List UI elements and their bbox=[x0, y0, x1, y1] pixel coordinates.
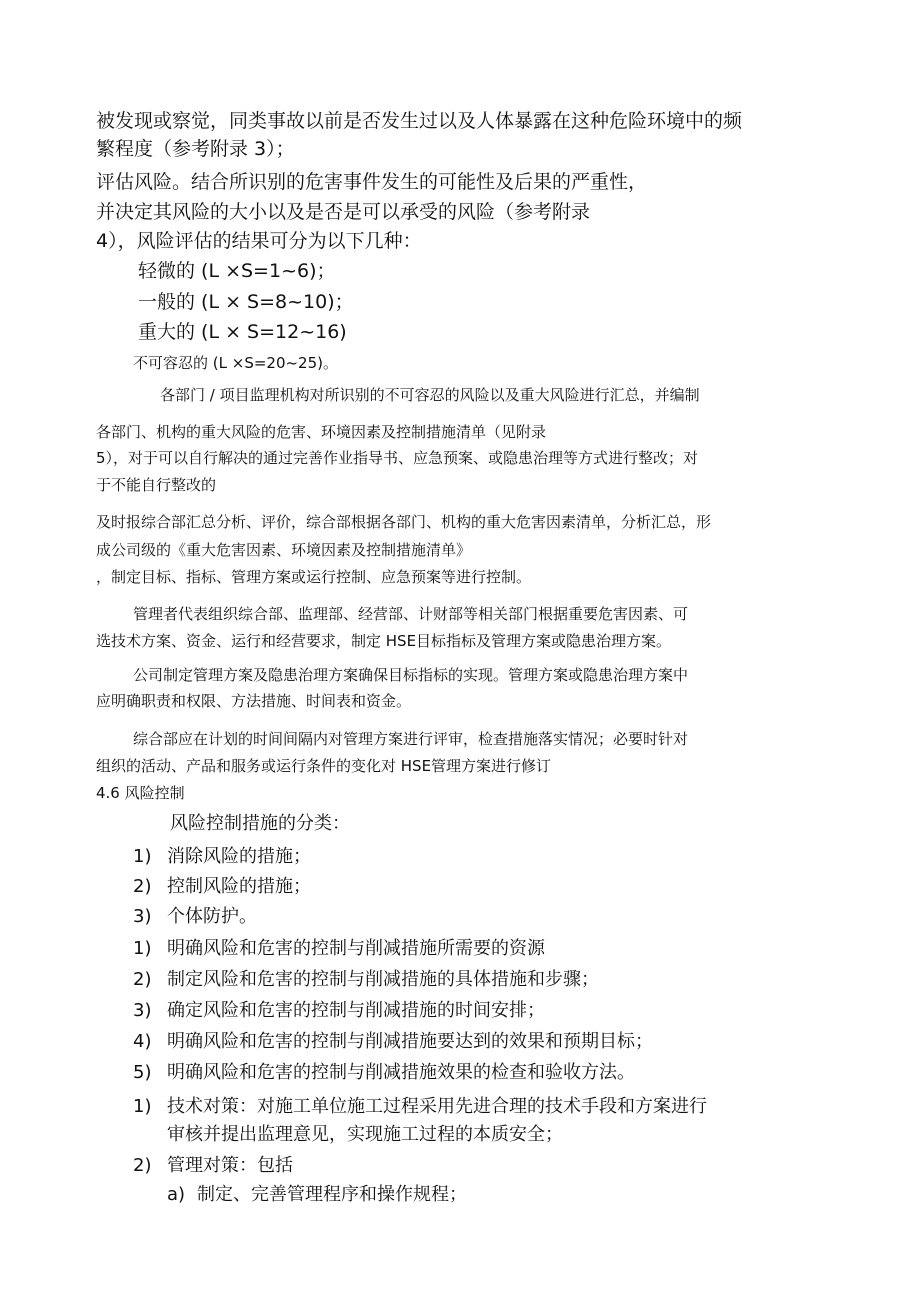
list-text: 明确风险和危害的控制与削减措施要达到的效果和预期目标； bbox=[167, 1031, 653, 1052]
list-item bbox=[133, 1002, 545, 1020]
para-line: 繁程度（参考附录 3）； bbox=[96, 138, 295, 160]
risk-level-major: 重大的 (L × S=12~16) bbox=[138, 321, 347, 343]
para-line: 组织的活动、产品和服务或运行条件的变化对 HSE管理方案进行修订 bbox=[96, 757, 552, 775]
sub-list-text: 制定、完善管理程序和操作规程； bbox=[197, 1184, 467, 1205]
para-line: 4），风险评估的结果可分为以下几种： bbox=[96, 230, 422, 252]
list-text: 个体防护。 bbox=[167, 906, 257, 927]
risk-level-minor: 轻微的 (L ×S=1~6)； bbox=[138, 260, 336, 282]
sub-list-item bbox=[167, 1186, 467, 1204]
para-line: 各部门 / 项目监理机构对所识别的不可容忍的风险以及重大风险进行汇总，并编制 bbox=[160, 386, 700, 404]
list-item bbox=[133, 940, 545, 958]
list-intro: 风险控制措施的分类： bbox=[170, 813, 350, 834]
section-heading: 4.6 风险控制 bbox=[96, 784, 185, 802]
list-number: 1) bbox=[133, 846, 152, 867]
list-text: 明确风险和危害的控制与削减措施所需要的资源 bbox=[167, 938, 545, 959]
para-line: 应明确职责和权限、方法措施、时间表和资金。 bbox=[96, 692, 412, 710]
list-item bbox=[133, 908, 257, 926]
list-item-continuation: 审核并提出监理意见，实现施工过程的本质安全； bbox=[167, 1124, 563, 1145]
list-number: 2) bbox=[133, 969, 152, 990]
para-line: 公司制定管理方案及隐患治理方案确保目标指标的实现。管理方案或隐患治理方案中 bbox=[133, 666, 689, 684]
list-item bbox=[133, 848, 311, 866]
para-line: 及时报综合部汇总分析、评价，综合部根据各部门、机构的重大危害因素清单，分析汇总，形 bbox=[96, 513, 712, 531]
para-line: 被发现或察觉，同类事故以前是否发生过以及人体暴露在这种危险环境中的频 bbox=[96, 110, 743, 132]
list-number: 3) bbox=[133, 906, 152, 927]
list-item bbox=[133, 971, 599, 989]
list-text: 制定风险和危害的控制与削减措施的具体措施和步骤； bbox=[167, 969, 599, 990]
para-line: 管理者代表组织综合部、监理部、经营部、计财部等相关部门根据重要危害因素、可 bbox=[133, 605, 689, 623]
list-text: 确定风险和危害的控制与削减措施的时间安排； bbox=[167, 1000, 545, 1021]
list-text: 管理对策：包括 bbox=[167, 1155, 293, 1176]
para-line: ，制定目标、指标、管理方案或运行控制、应急预案等进行控制。 bbox=[96, 568, 532, 586]
risk-level-intolerable: 不可容忍的 (L ×S=20~25)。 bbox=[133, 354, 338, 372]
para-line: 并决定其风险的大小以及是否是可以承受的风险（参考附录 bbox=[96, 201, 591, 223]
risk-level-general: 一般的 (L × S=8~10)； bbox=[138, 291, 354, 313]
para-line: 各部门、机构的重大风险的危害、环境因素及控制措施清单（见附录 bbox=[96, 423, 547, 441]
list-number: 3) bbox=[133, 1000, 152, 1021]
list-number: 1) bbox=[133, 1096, 152, 1117]
list-number: 1) bbox=[133, 938, 152, 959]
list-text: 技术对策：对施工单位施工过程采用先进合理的技术手段和方案进行 bbox=[167, 1096, 707, 1117]
para-line: 综合部应在计划的时间间隔内对管理方案进行评审，检查措施落实情况；必要时针对 bbox=[133, 730, 689, 748]
list-number: 5) bbox=[133, 1062, 152, 1083]
list-text: 消除风险的措施； bbox=[167, 846, 311, 867]
list-number: 4) bbox=[133, 1031, 152, 1052]
para-line: 5），对于可以自行解决的通过完善作业指导书、应急预案、或隐患治理等方式进行整改；对 bbox=[96, 449, 699, 467]
list-text: 明确风险和危害的控制与削减措施效果的检查和验收方法。 bbox=[167, 1062, 635, 1083]
list-item bbox=[133, 1098, 707, 1116]
para-line: 成公司级的《重大危害因素、环境因素及控制措施清单》 bbox=[96, 541, 472, 559]
sub-list-letter: a) bbox=[167, 1184, 186, 1205]
list-text: 控制风险的措施； bbox=[167, 876, 311, 897]
para-line: 选技术方案、资金、运行和经营要求，制定 HSE目标指标及管理方案或隐患治理方案。 bbox=[96, 632, 672, 650]
para-line: 评估风险。结合所识别的危害事件发生的可能性及后果的严重性， bbox=[96, 171, 648, 193]
list-number: 2) bbox=[133, 1155, 152, 1176]
list-item bbox=[133, 878, 311, 896]
list-item bbox=[133, 1033, 653, 1051]
list-number: 2) bbox=[133, 876, 152, 897]
list-item bbox=[133, 1157, 293, 1175]
para-line: 于不能自行整改的 bbox=[96, 476, 217, 494]
list-item bbox=[133, 1064, 635, 1082]
